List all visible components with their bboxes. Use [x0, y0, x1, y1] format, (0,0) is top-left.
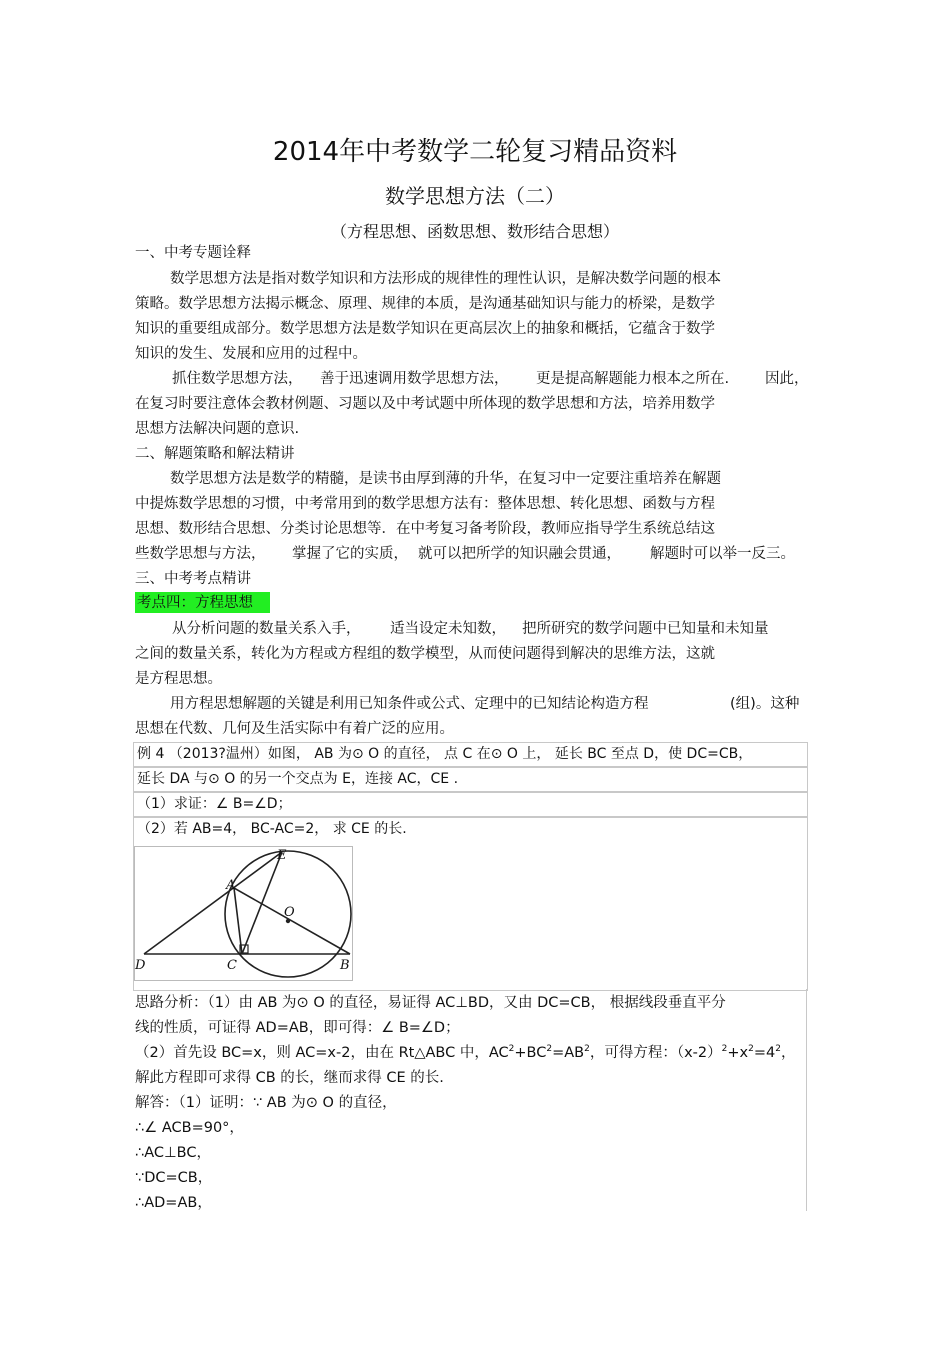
section-1-text-line: 思想方法解决问题的意识. — [135, 421, 300, 437]
section-1-text-line: 在复习时要注意体会教材例题、习题以及中考试题中所体现的数学思想和方法，培养用数学 — [135, 396, 715, 412]
page-subtitle-topics: （方程思想、函数思想、数形结合思想） — [330, 222, 619, 241]
section-2-text-line: 中提炼数学思想的习惯，中考常用到的数学思想方法有：整体思想、转化思想、函数与方程 — [135, 496, 715, 512]
solution-line: ∴AC⊥BC， — [135, 1145, 211, 1161]
section-3-text-line: 之间的数量关系，转化为方程或方程组的数学模型，从而使问题得到解决的思维方法，这就 — [135, 646, 715, 662]
section-2-text-fragment: 些数学思想与方法， — [135, 546, 266, 562]
section-1-text-fragment: 抓住数学思想方法， — [172, 371, 303, 387]
label-b: B — [340, 958, 350, 973]
section-3-text-line: 是方程思想。 — [135, 671, 222, 687]
analysis-line: 解此方程即可求得 CB 的长，继而求得 CE 的长. — [135, 1070, 444, 1086]
section-3-text-fragment: 适当设定未知数， — [390, 621, 506, 637]
section-1-text-line: 数学思想方法是指对数学知识和方法形成的规律性的理性认识，是解决数学问题的根本 — [170, 271, 721, 287]
page-title: 2014年中考数学二轮复习精品资料 — [272, 137, 678, 167]
analysis-line: 线的性质，可证得 AD=AB，即可得：∠ B=∠D； — [135, 1020, 460, 1036]
example-question-2: （2）若 AB=4， BC-AC=2， 求 CE 的长. — [137, 821, 407, 837]
section-2-text-line: 数学思想方法是数学的精髓，是读书由厚到薄的升华，在复习中一定要注重培养在解题 — [170, 471, 721, 487]
analysis-line: 思路分析：（1）由 AB 为⊙ O 的直径，易证得 AC⊥BD，又由 DC=CB， 根据线段垂直平分 — [135, 995, 726, 1011]
section-1-text-fragment: 更是提高解题能力根本之所在. — [536, 371, 730, 387]
example-question-1: （1）求证：∠ B=∠D； — [137, 796, 292, 812]
section-3-text-fragment: (组)。这种 — [730, 696, 800, 712]
right-rule — [806, 989, 807, 1211]
analysis-equation-line: （2）首先设 BC=x，则 AC=x-2，由在 Rt△ABC 中，$AC^2+BC^2=AB^2$，可得方程：$(x-2)^2+x^2=4^2$， — [135, 1044, 796, 1061]
topic-tag: 考点四：方程思想 — [137, 595, 253, 611]
line-ab — [234, 888, 350, 954]
section-1-text-line: 知识的重要组成部分。数学思想方法是数学知识在更高层次上的抽象和概括，它蕴含于数学 — [135, 321, 715, 337]
solution-line: ∴AD=AB， — [135, 1195, 212, 1211]
solution-line: 解答：（1）证明：∵ AB 为⊙ O 的直径， — [135, 1095, 397, 1111]
example-statement-line: 例 4 （2013?温州）如图， AB 为⊙ O 的直径， 点 C 在⊙ O 上， 延长 BC 至点 D，使 DC=CB， — [137, 746, 753, 762]
section-1-heading: 一、中考专题诠释 — [135, 245, 251, 261]
section-3-text-fragment: 把所研究的数学问题中已知量和未知量 — [522, 621, 769, 637]
figure-frame — [135, 847, 353, 981]
label-d: D — [135, 958, 146, 973]
label-o: O — [284, 905, 295, 920]
section-2-text-fragment: 掌握了它的实质， — [292, 546, 408, 562]
solution-line: ∴∠ ACB=90°， — [135, 1120, 244, 1136]
section-2-heading: 二、解题策略和解法精讲 — [135, 446, 295, 462]
label-a: A — [226, 878, 236, 893]
page-subtitle: 数学思想方法（二） — [385, 184, 565, 208]
section-1-text-fragment: 善于迅速调用数学思想方法， — [320, 371, 509, 387]
example-statement-line: 延长 DA 与⊙ O 的另一个交点为 E，连接 AC，CE . — [137, 771, 459, 787]
section-3-text-fragment: 从分析问题的数量关系入手， — [172, 621, 361, 637]
section-1-text-line: 知识的发生、发展和应用的过程中。 — [135, 346, 367, 362]
solution-line: ∵DC=CB， — [135, 1170, 213, 1186]
section-3-text-fragment: 用方程思想解题的关键是利用已知条件或公式、定理中的已知结论构造方程 — [170, 696, 649, 712]
section-3-heading: 三、中考考点精讲 — [135, 571, 251, 587]
section-3-text-line: 思想在代数、几何及生活实际中有着广泛的应用。 — [135, 721, 454, 737]
section-2-text-line: 思想、数形结合思想、分类讨论思想等．在中考复习备考阶段，教师应指导学生系统总结这 — [135, 521, 715, 537]
geometry-figure — [134, 846, 354, 982]
section-2-text-fragment: 就可以把所学的知识融会贯通， — [418, 546, 621, 562]
line-ac — [234, 888, 242, 954]
section-2-text-fragment: 解题时可以举一反三。 — [650, 546, 795, 562]
label-e: E — [277, 848, 287, 863]
label-c: C — [227, 958, 237, 973]
section-1-text-line: 策略。数学思想方法揭示概念、原理、规律的本质，是沟通基础知识与能力的桥梁，是数学 — [135, 296, 715, 312]
section-1-text-fragment: 因此， — [765, 371, 809, 387]
